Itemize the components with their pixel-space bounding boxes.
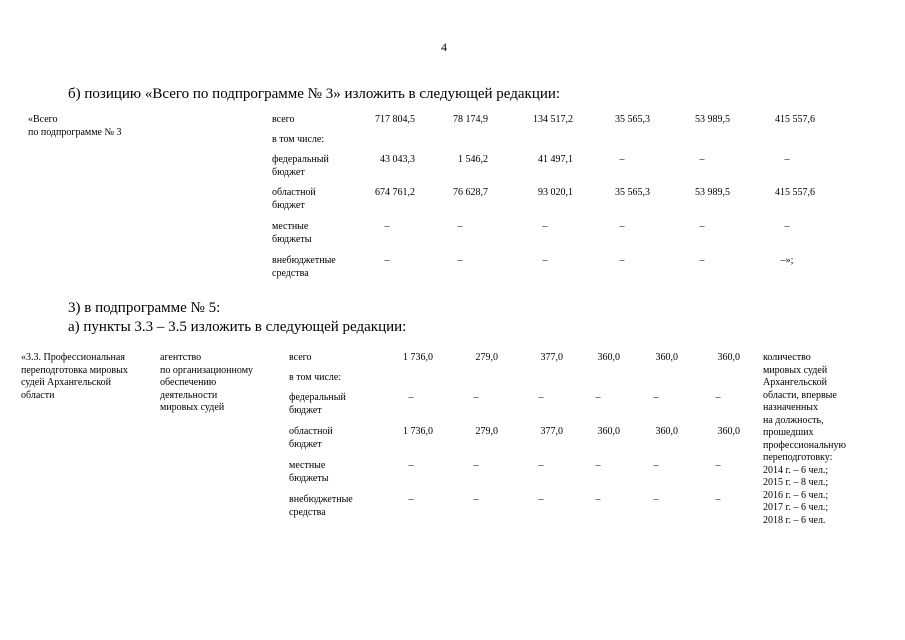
result-text-line: профессиональную bbox=[763, 439, 846, 451]
row-title-line: по подпрограмме № 3 bbox=[28, 126, 122, 138]
table-cell: 43 043,3 bbox=[380, 154, 415, 165]
item-title-line: судей Архангельской bbox=[21, 377, 112, 388]
table-cell: – bbox=[408, 392, 414, 403]
executor-text-line: агентство bbox=[160, 352, 202, 363]
row-label-line: внебюджетные bbox=[272, 255, 336, 266]
table-cell: 35 565,3 bbox=[615, 114, 650, 125]
row-label bbox=[272, 187, 316, 212]
table-cell: 279,0 bbox=[475, 426, 498, 437]
item-title-line: «3.3. Профессиональная bbox=[21, 352, 125, 363]
row-label bbox=[272, 134, 324, 147]
table-cell: – bbox=[784, 221, 790, 232]
row-label-line: бюджет bbox=[289, 404, 322, 416]
row-title-line: «Всего bbox=[28, 114, 58, 125]
table-cell: – bbox=[457, 255, 463, 266]
executor-text-line: по организационному bbox=[160, 364, 254, 376]
table-cell: – bbox=[784, 154, 790, 165]
table-cell: 377,0 bbox=[540, 426, 563, 437]
row-label bbox=[272, 114, 295, 127]
result-text-line: мировых судей bbox=[763, 364, 828, 376]
table-cell: 415 557,6 bbox=[775, 114, 815, 125]
table-cell: –»; bbox=[780, 255, 794, 266]
row-label-line: всего bbox=[272, 114, 295, 125]
table-cell: – bbox=[457, 221, 463, 232]
table-cell: – bbox=[595, 392, 601, 403]
table-cell: 674 761,2 bbox=[375, 187, 415, 198]
result-text-line: 2017 г. – 6 чел.; bbox=[763, 502, 829, 513]
table-cell: 1 736,0 bbox=[403, 352, 433, 363]
item-title-line: переподготовка мировых bbox=[21, 364, 128, 376]
row-label-line: бюджеты bbox=[272, 233, 312, 245]
row-title bbox=[28, 114, 122, 139]
table-cell: – bbox=[715, 460, 721, 471]
row-label-line: бюджет bbox=[272, 199, 305, 211]
table-cell: – bbox=[699, 255, 705, 266]
row-label bbox=[289, 494, 353, 519]
row-label-line: федеральный bbox=[272, 154, 329, 165]
result-text-line: переподготовку: bbox=[763, 452, 833, 463]
result-text-line: 2014 г. – 6 чел.; bbox=[763, 464, 829, 476]
result-text-line: прошедших bbox=[763, 427, 814, 438]
executor-text-line: обеспечению bbox=[160, 377, 217, 388]
row-label-line: средства bbox=[272, 267, 309, 279]
result-text-line: области, впервые bbox=[763, 389, 837, 401]
table-cell: – bbox=[538, 392, 544, 403]
item-title bbox=[21, 352, 128, 402]
table-cell: 377,0 bbox=[540, 352, 563, 363]
table-cell: – bbox=[542, 255, 548, 266]
table-cell: 53 989,5 bbox=[695, 114, 730, 125]
result-text-line: 2015 г. – 8 чел.; bbox=[763, 477, 829, 488]
result-text-line: назначенных bbox=[763, 402, 819, 413]
result-text-line: 2018 г. – 6 чел. bbox=[763, 514, 826, 526]
table-cell: – bbox=[715, 392, 721, 403]
table-cell: 360,0 bbox=[597, 426, 620, 437]
table-cell: 35 565,3 bbox=[615, 187, 650, 198]
row-label bbox=[272, 154, 329, 179]
row-label-line: бюджет bbox=[289, 438, 322, 450]
row-label-line: всего bbox=[289, 352, 312, 363]
row-label-line: внебюджетные bbox=[289, 494, 353, 505]
table-cell: – bbox=[538, 494, 544, 505]
table-cell: 93 020,1 bbox=[538, 187, 573, 198]
result-text bbox=[763, 352, 846, 527]
table-cell: – bbox=[653, 494, 659, 505]
table-cell: 360,0 bbox=[597, 352, 620, 363]
table-cell: – bbox=[473, 392, 479, 403]
row-label-line: местные bbox=[272, 221, 309, 232]
table-cell: 1 736,0 bbox=[403, 426, 433, 437]
row-label-line: средства bbox=[289, 506, 326, 518]
row-label bbox=[289, 352, 312, 365]
table-cell: – bbox=[473, 494, 479, 505]
executor-text bbox=[160, 352, 253, 415]
table-cell: – bbox=[542, 221, 548, 232]
table-cell: – bbox=[538, 460, 544, 471]
row-label bbox=[272, 255, 336, 280]
row-label bbox=[289, 460, 328, 485]
table-cell: – bbox=[619, 255, 625, 266]
row-label-line: в том числе: bbox=[289, 372, 342, 383]
result-text-line: на должность, bbox=[763, 414, 824, 426]
row-label-line: местные bbox=[289, 460, 326, 471]
section-3-heading: 3) в подпрограмме № 5: bbox=[68, 300, 221, 316]
row-label-line: в том числе: bbox=[272, 134, 325, 145]
table-cell: – bbox=[619, 154, 625, 165]
table-cell: – bbox=[715, 494, 721, 505]
table-cell: – bbox=[619, 221, 625, 232]
table-cell: 78 174,9 bbox=[453, 114, 488, 125]
table-cell: 53 989,5 bbox=[695, 187, 730, 198]
row-label bbox=[272, 221, 311, 246]
table-cell: 41 497,1 bbox=[538, 154, 573, 165]
table-cell: 717 804,5 bbox=[375, 114, 415, 125]
table-cell: 360,0 bbox=[717, 426, 740, 437]
row-label bbox=[289, 426, 333, 451]
table-cell: – bbox=[408, 494, 414, 505]
result-text-line: Архангельской bbox=[763, 377, 827, 388]
item-title-line: области bbox=[21, 389, 55, 401]
section-b-heading: б) позицию «Всего по подпрограмме № 3» изложить в следующей редакции: bbox=[68, 86, 561, 102]
table-cell: 360,0 bbox=[655, 352, 678, 363]
table-cell: 134 517,2 bbox=[533, 114, 573, 125]
executor-text-line: мировых судей bbox=[160, 402, 225, 413]
result-text-line: 2016 г. – 6 чел.; bbox=[763, 489, 829, 501]
row-label-line: областной bbox=[272, 187, 316, 198]
row-label bbox=[289, 392, 346, 417]
table-cell: 279,0 bbox=[475, 352, 498, 363]
table-cell: 76 628,7 bbox=[453, 187, 488, 198]
table-cell: 415 557,6 bbox=[775, 187, 815, 198]
table-cell: 360,0 bbox=[655, 426, 678, 437]
section-3-subheading: а) пункты 3.3 – 3.5 изложить в следующей редакции: bbox=[68, 319, 407, 335]
row-label bbox=[289, 372, 341, 385]
table-cell: – bbox=[595, 460, 601, 471]
table-cell: – bbox=[384, 255, 390, 266]
table-cell: – bbox=[384, 221, 390, 232]
table-cell: – bbox=[408, 460, 414, 471]
table-cell: 360,0 bbox=[717, 352, 740, 363]
result-text-line: количество bbox=[763, 352, 811, 363]
table-cell: 1 546,2 bbox=[458, 154, 488, 165]
table-cell: – bbox=[473, 460, 479, 471]
row-label-line: бюджеты bbox=[289, 472, 329, 484]
row-label-line: федеральный bbox=[289, 392, 346, 403]
page-number: 4 bbox=[441, 40, 447, 54]
executor-text-line: деятельности bbox=[160, 389, 218, 401]
row-label-line: областной bbox=[289, 426, 333, 437]
table-cell: – bbox=[653, 460, 659, 471]
table-cell: – bbox=[653, 392, 659, 403]
table-cell: – bbox=[595, 494, 601, 505]
table-cell: – bbox=[699, 154, 705, 165]
row-label-line: бюджет bbox=[272, 166, 305, 178]
table-cell: – bbox=[699, 221, 705, 232]
